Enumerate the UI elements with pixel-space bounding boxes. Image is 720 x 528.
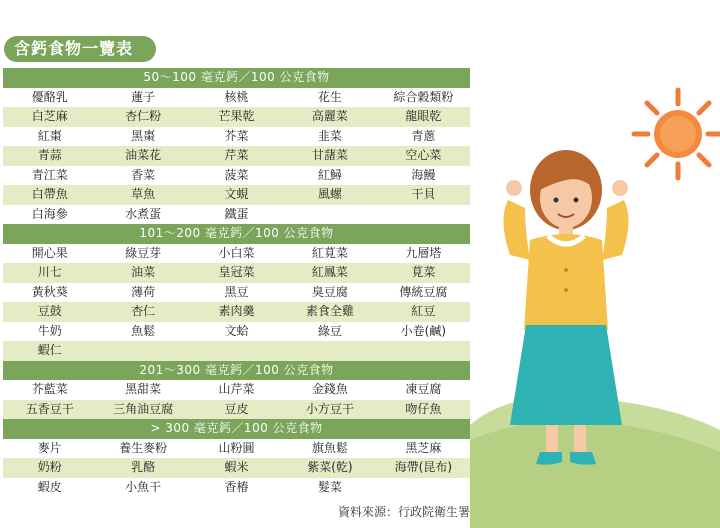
food-cell: 紅鱘: [317, 167, 342, 182]
food-cell: 綠豆: [317, 323, 342, 338]
food-cell: 黑芝麻: [405, 440, 442, 455]
food-cell: 蝦米: [224, 460, 249, 474]
food-cell: [96, 341, 189, 361]
food-cell: 傳統豆腐: [399, 284, 448, 299]
food-cell: 小魚干: [125, 479, 162, 494]
food-cell: 白帶魚: [31, 187, 68, 201]
table-row: [3, 478, 470, 498]
food-cell: 髮菜: [317, 479, 342, 494]
food-cell: 小方豆干: [305, 401, 354, 416]
food-cell: 紅鳳菜: [311, 265, 348, 279]
table-row: [3, 322, 470, 342]
food-cell: 鐵蛋: [224, 206, 249, 221]
food-cell: 油菜: [131, 265, 156, 279]
food-cell: 蝦皮: [37, 479, 62, 494]
food-cell: 香椿: [224, 479, 249, 494]
food-cell: 素肉羹: [218, 304, 255, 318]
food-cell: [283, 341, 376, 361]
food-cell: 紅棗: [37, 128, 62, 143]
food-cell: 花生: [317, 89, 342, 104]
food-cell: 豆鼓: [37, 304, 62, 318]
food-cell: 芥菜: [224, 128, 249, 143]
table-row: [3, 458, 470, 478]
food-cell: 麥片: [37, 440, 62, 455]
food-cell: 香菜: [131, 167, 156, 182]
food-cell: 凍豆腐: [405, 382, 442, 396]
table-row: [3, 146, 470, 166]
food-cell: 黃秋葵: [31, 284, 68, 299]
food-cell: 干貝: [411, 187, 436, 201]
table-row: [3, 283, 470, 303]
food-cell: 海帶(昆布): [394, 460, 453, 474]
food-cell: 吻仔魚: [405, 401, 442, 416]
food-cell: 綜合穀類粉: [393, 89, 454, 104]
table-row: [3, 127, 470, 147]
food-cell: 黑棗: [131, 128, 156, 143]
food-cell: 金錢魚: [311, 382, 348, 396]
table-row: [3, 107, 470, 127]
food-cell: 空心菜: [405, 148, 442, 162]
table-row: [3, 263, 470, 283]
food-cell: 奶粉: [37, 460, 62, 474]
food-cell: 白芝麻: [31, 109, 68, 123]
food-cell: 白海參: [31, 206, 68, 221]
food-cell: 風螺: [317, 187, 342, 201]
table-row: [3, 88, 470, 108]
table-row: [3, 302, 470, 322]
sun-icon: [634, 90, 720, 178]
food-cell: 蓮子: [131, 89, 156, 104]
food-cell: 薄荷: [131, 284, 156, 299]
food-cell: 龍眼乾: [405, 109, 442, 123]
food-cell: 三角油豆腐: [113, 401, 174, 416]
section-header: 50～100 毫克鈣／100 公克食物: [3, 68, 470, 88]
food-cell: 旗魚鬆: [311, 440, 348, 455]
food-cell: 黑甜菜: [125, 382, 162, 396]
calcium-food-table: [3, 68, 470, 497]
food-cell: 莧菜: [411, 265, 436, 279]
section-header: 201～300 毫克鈣／100 公克食物: [3, 361, 470, 381]
food-cell: 杏仁: [131, 304, 156, 318]
food-cell: 紅豆: [411, 304, 436, 318]
food-cell: 核桃: [224, 89, 249, 104]
food-cell: [377, 205, 470, 225]
food-cell: 菠菜: [224, 167, 249, 182]
food-cell: 文蛤: [224, 323, 249, 338]
food-cell: 青江菜: [31, 167, 68, 182]
food-cell: 紅莧菜: [311, 245, 348, 260]
table-row: [3, 400, 470, 420]
section-header: 101～200 毫克鈣／100 公克食物: [3, 224, 470, 244]
food-cell: 蝦仁: [37, 343, 62, 357]
food-cell: 優酪乳: [31, 89, 68, 104]
food-cell: 青蒜: [37, 148, 62, 162]
woman-figure: [503, 150, 628, 465]
food-cell: 素食全雞: [305, 304, 354, 318]
food-cell: 紫菜(乾): [307, 460, 353, 474]
table-row: [3, 205, 470, 225]
food-cell: [190, 341, 283, 361]
food-cell: 皇冠菜: [218, 265, 255, 279]
section-header: > 300 毫克鈣／100 公克食物: [3, 419, 470, 439]
food-cell: [377, 478, 470, 498]
food-cell: 甘藷菜: [311, 148, 348, 162]
table-row: [3, 341, 470, 361]
food-cell: 川七: [37, 265, 62, 279]
food-cell: 山芹菜: [218, 382, 255, 396]
food-cell: 芒果乾: [218, 109, 255, 123]
table-row: [3, 244, 470, 264]
food-cell: 草魚: [131, 187, 156, 201]
page-title: 含鈣食物一覽表: [4, 36, 156, 62]
source-note: 資料來源：行政院衛生署: [337, 505, 470, 519]
food-cell: 芹菜: [224, 148, 249, 162]
food-cell: 文蜆: [224, 187, 249, 201]
food-cell: 綠豆芽: [125, 245, 162, 260]
food-cell: 高麗菜: [311, 109, 348, 123]
food-cell: 芥藍菜: [31, 382, 68, 396]
food-cell: 乳酪: [131, 460, 156, 474]
food-cell: 開心果: [31, 245, 68, 260]
food-cell: [377, 341, 470, 361]
food-cell: 小白菜: [218, 245, 255, 260]
food-cell: 五香豆干: [25, 401, 74, 416]
food-cell: 油菜花: [125, 148, 162, 162]
table-row: [3, 439, 470, 459]
table-row: [3, 185, 470, 205]
food-cell: [283, 205, 376, 225]
food-cell: 小卷(鹹): [400, 323, 447, 338]
food-cell: 韭菜: [317, 128, 342, 143]
food-cell: 九層塔: [405, 245, 442, 260]
woman-with-sun-illustration: [470, 80, 720, 528]
food-cell: 青蔥: [411, 128, 436, 143]
food-cell: 山粉圓: [218, 440, 255, 455]
food-cell: 臭豆腐: [311, 284, 348, 299]
food-cell: 杏仁粉: [125, 109, 162, 123]
food-cell: 養生麥粉: [119, 440, 168, 455]
food-cell: 魚鬆: [131, 323, 156, 338]
table-row: [3, 166, 470, 186]
food-cell: 水煮蛋: [125, 206, 162, 221]
food-cell: 黑豆: [224, 284, 249, 299]
food-cell: 牛奶: [37, 323, 62, 338]
table-row: [3, 380, 470, 400]
food-cell: 海鰻: [411, 167, 436, 182]
food-cell: 豆皮: [224, 401, 249, 416]
